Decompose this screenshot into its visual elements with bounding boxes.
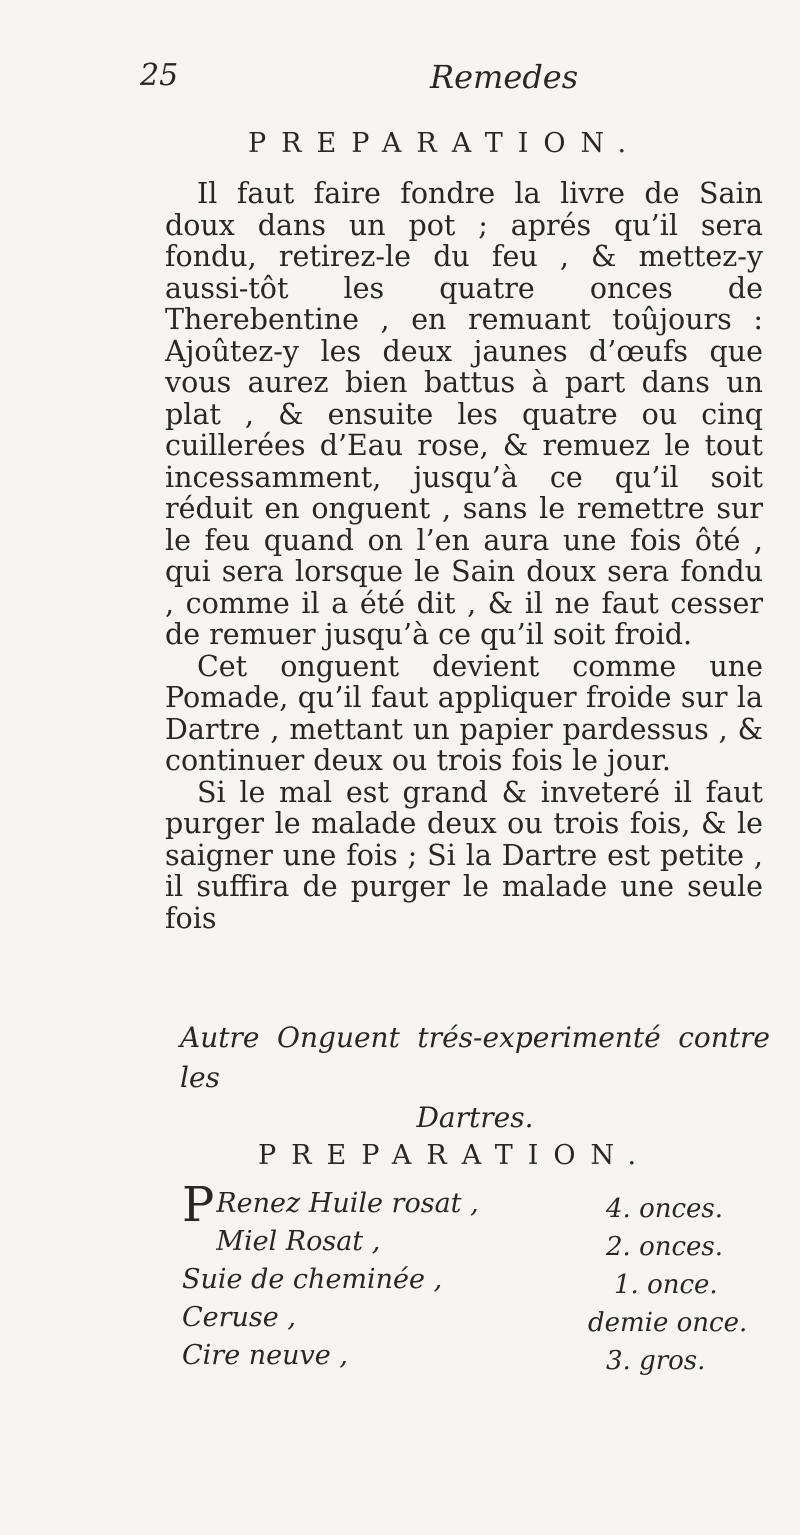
quantity-5: 3. gros. bbox=[606, 1346, 706, 1376]
drop-cap: P bbox=[182, 1177, 215, 1233]
running-title: Remedes bbox=[430, 58, 579, 96]
ingredient-4: Ceruse , bbox=[182, 1302, 296, 1333]
subheading bbox=[180, 1018, 770, 1138]
quantity-2: 2. onces. bbox=[606, 1232, 724, 1262]
ingredient-3: Suie de cheminée , bbox=[182, 1264, 443, 1295]
section-heading-1: PREPARATION. bbox=[248, 128, 642, 159]
body-text bbox=[165, 178, 763, 934]
quantity-3: 1. once. bbox=[614, 1270, 718, 1300]
quantities-list bbox=[588, 1190, 778, 1380]
paragraph-1: Il faut faire fondre la livre de Sain doux dans un pot ; aprés qu’il sera fondu, retirez-le du feu , & mettez-y aussi-tôt les quatre onces de Therebentine , en remuant toûjours : Ajoûtez-y les deux jaunes d’œufs que vous aurez bien battus à part dans un plat , & ensuite les quatre ou cinq cuillerées d’Eau rose, & remuez le tout incessamment, jusqu’à ce qu’il soit réduit en onguent , sans le remettre sur le feu quand on l’en aura une fois ôté , qui sera lorsque le Sain doux sera fondu , comme il a été dit , & il ne faut cesser de remuer jusqu’à ce qu’il soit froid. bbox=[165, 177, 763, 651]
subheading-line-1: Autre Onguent trés-experimenté contre les bbox=[180, 1021, 770, 1094]
section-heading-2: PREPARATION. bbox=[258, 1140, 652, 1171]
paragraph-3: Si le mal est grand & inveteré il faut purger le malade deux ou trois fois, & le saigner une fois ; Si la Dartre est petite , il suffira de purger le malade une seule fois bbox=[165, 775, 763, 935]
quantity-4: demie once. bbox=[588, 1308, 748, 1338]
page-header bbox=[140, 58, 760, 108]
ingredient-5: Cire neuve , bbox=[182, 1340, 348, 1371]
quantity-1: 4. onces. bbox=[606, 1194, 724, 1224]
subheading-line-2: Dartres. bbox=[416, 1101, 534, 1134]
ingredient-1: Renez Huile rosat , bbox=[216, 1188, 479, 1219]
paragraph-2: Cet onguent devient comme une Pomade, qu’il faut appliquer froide sur la Dartre , mettant un papier pardessus , & continuer deux ou trois fois le jour. bbox=[165, 649, 763, 777]
page-number: 25 bbox=[140, 58, 179, 93]
ingredients-list bbox=[182, 1177, 479, 1375]
ingredient-2: Miel Rosat , bbox=[216, 1226, 381, 1257]
